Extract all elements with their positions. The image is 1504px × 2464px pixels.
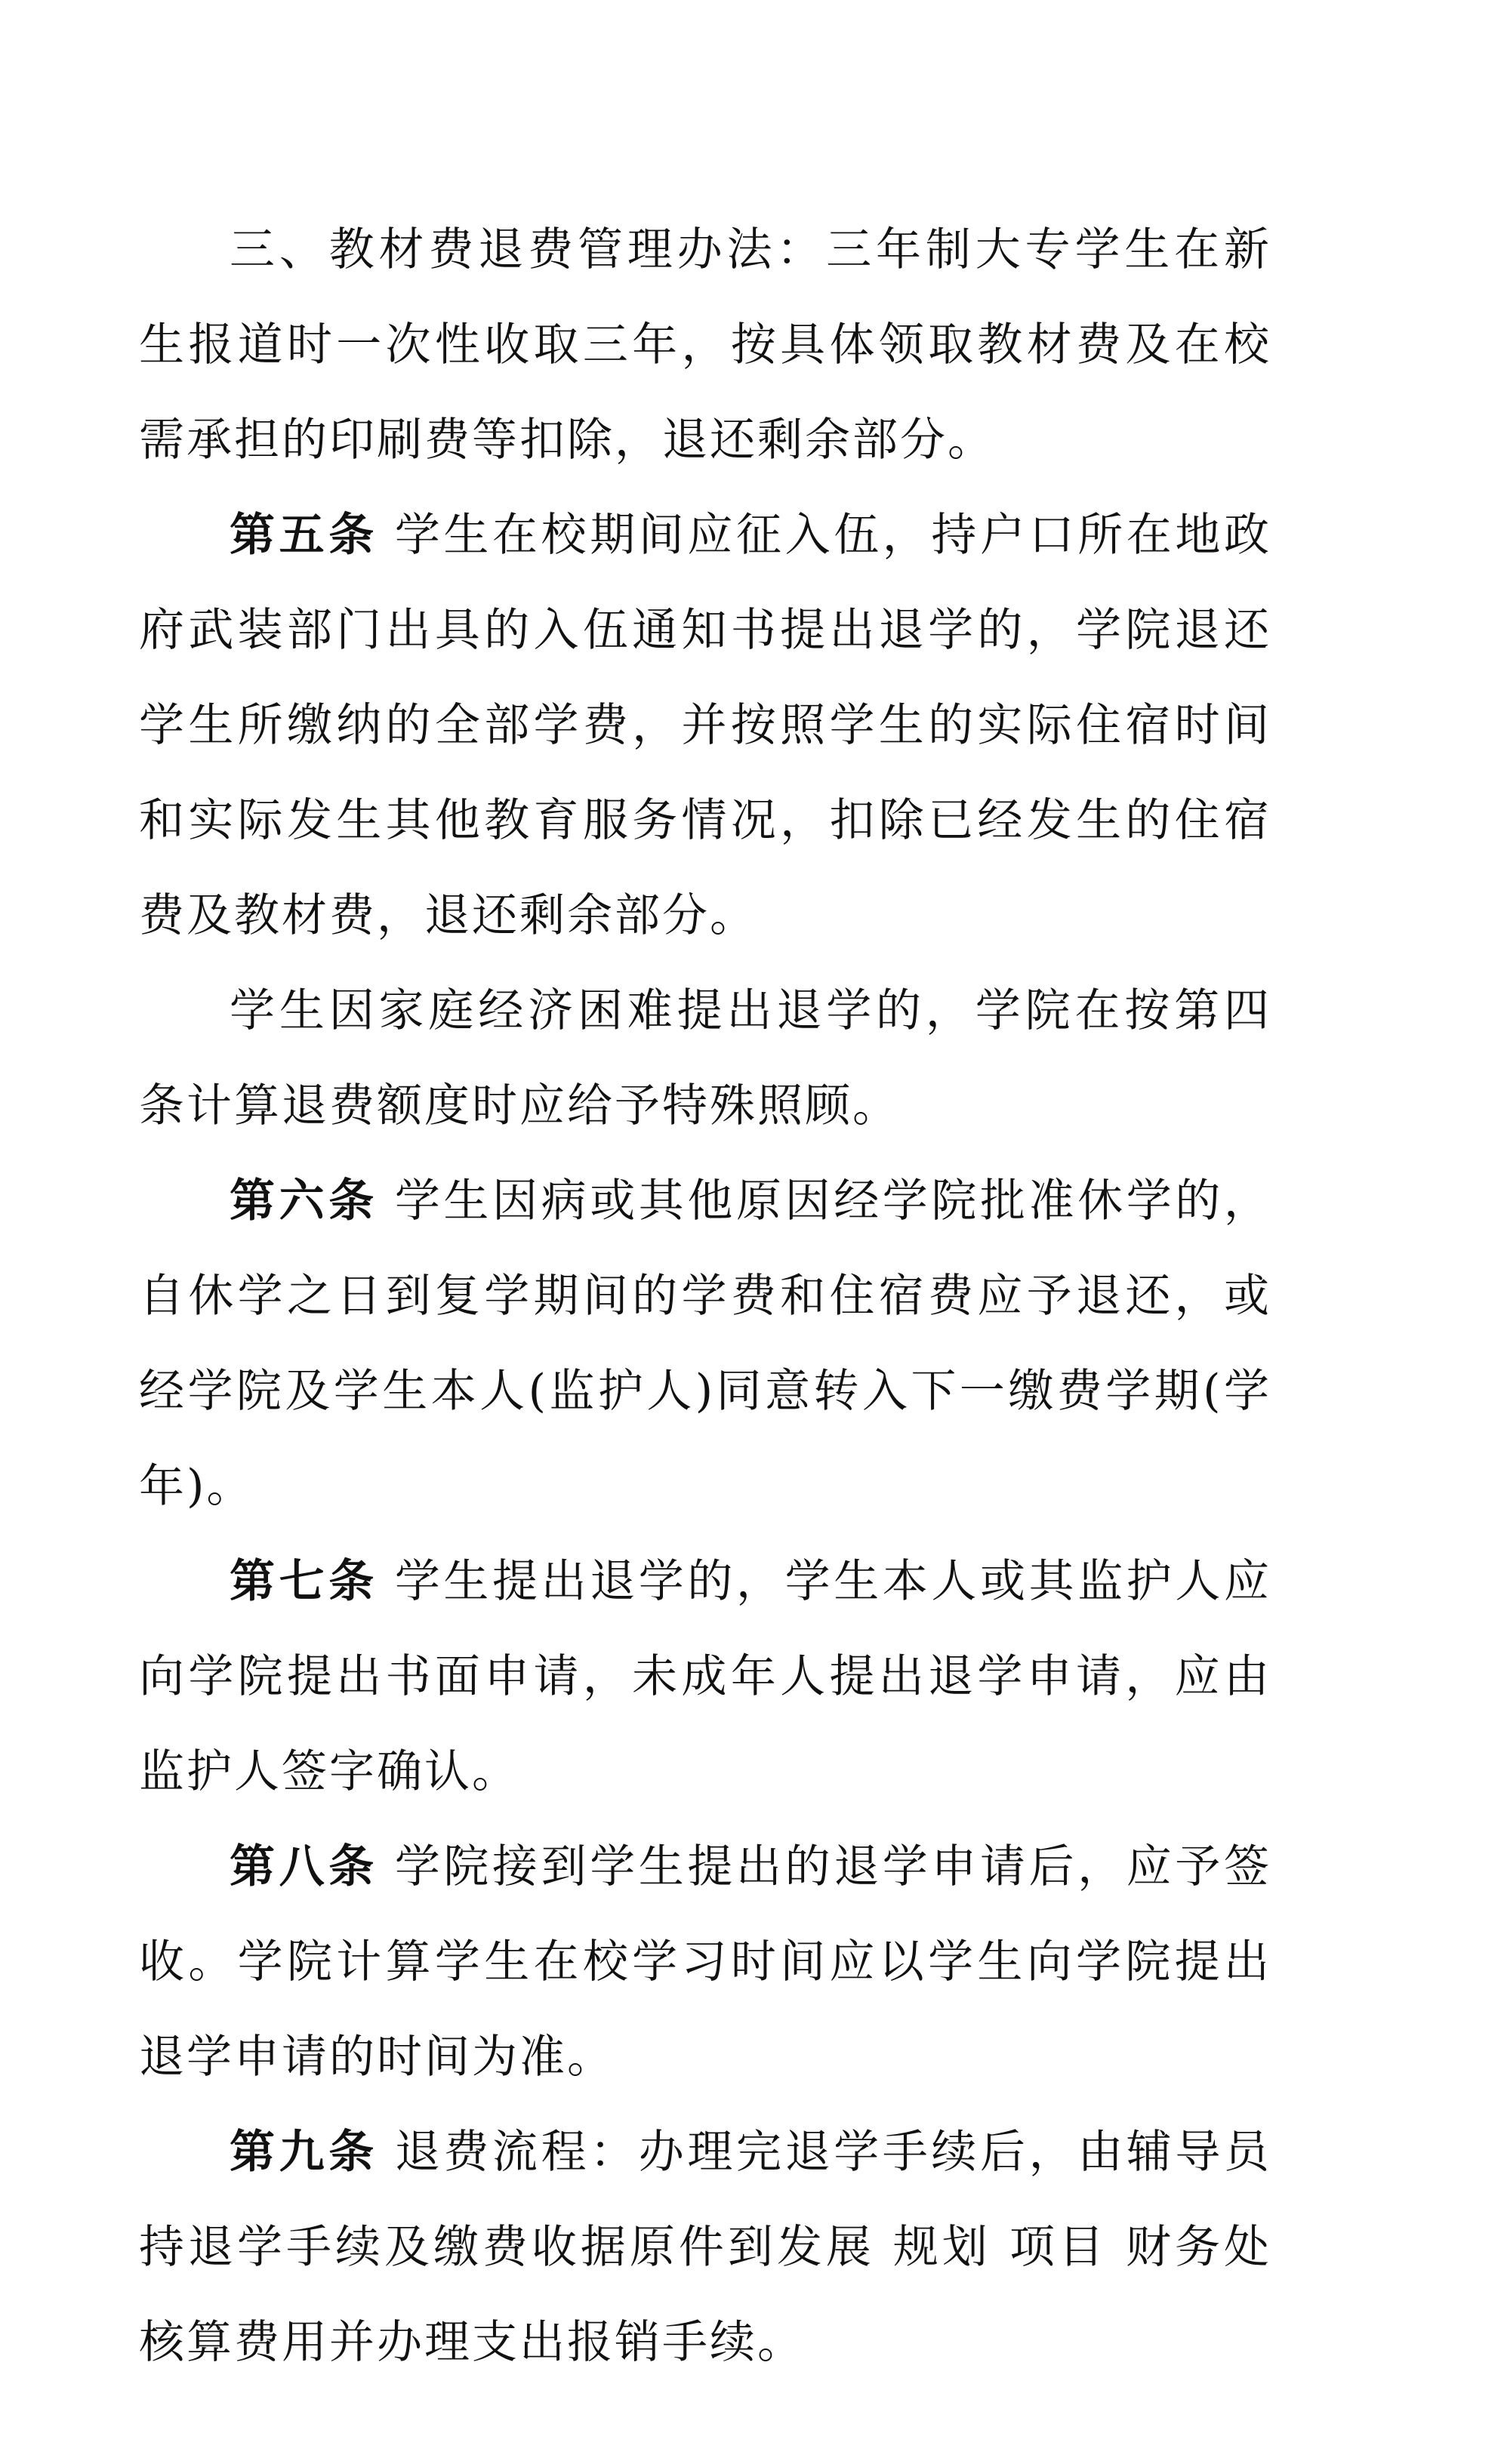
article-number: 第八条 [230,1840,378,1893]
paragraph-text: 退费流程：办理完退学手续后，由辅导员持退学手续及缴费收据原件到发展 规划 项目 财务处核算费用并办理支出报销手续。 [139,2126,1272,2369]
paragraph-article-8 [139,1819,1271,2105]
paragraph-article-7 [139,1534,1271,1819]
paragraph-hardship [139,963,1271,1153]
paragraph-text: 学生因病或其他原因经学院批准休学的，自休学之日到复学期间的学费和住宿费应予退还，或经学院及学生本人(监护人)同意转入下一缴费学期(学年)。 [139,1175,1272,1513]
paragraph-article-6 [139,1153,1271,1534]
document-body [139,202,1271,2390]
paragraph-text: 学院接到学生提出的退学申请后，应予签收。学院计算学生在校学习时间应以学生向学院提出退学申请的时间为准。 [139,1840,1272,2084]
paragraph-text: 学生在校期间应征入伍，持户口所在地政府武装部门出具的入伍通知书提出退学的，学院退还学生所缴纳的全部学费，并按照学生的实际住宿时间和实际发生其他教育服务情况，扣除已经发生的住宿费及教材费，退还剩余部分。 [139,509,1272,942]
article-number: 第六条 [230,1175,378,1227]
article-number: 第九条 [230,2126,378,2179]
paragraph-text: 学生提出退学的，学生本人或其监护人应向学院提出书面申请，未成年人提出退学申请，应由监护人签字确认。 [139,1555,1272,1798]
paragraph-textbook-fee [139,202,1271,488]
paragraph-article-5 [139,488,1271,963]
paragraph-text: 三、教材费退费管理办法：三年制大专学生在新生报道时一次性收取三年，按具体领取教材费及在校需承担的印刷费等扣除，退还剩余部分。 [139,223,1271,467]
paragraph-article-9 [139,2105,1271,2390]
article-number: 第七条 [230,1555,378,1608]
paragraph-text: 学生因家庭经济困难提出退学的，学院在按第四条计算退费额度时应给予特殊照顾。 [139,984,1271,1132]
article-number: 第五条 [230,509,378,562]
